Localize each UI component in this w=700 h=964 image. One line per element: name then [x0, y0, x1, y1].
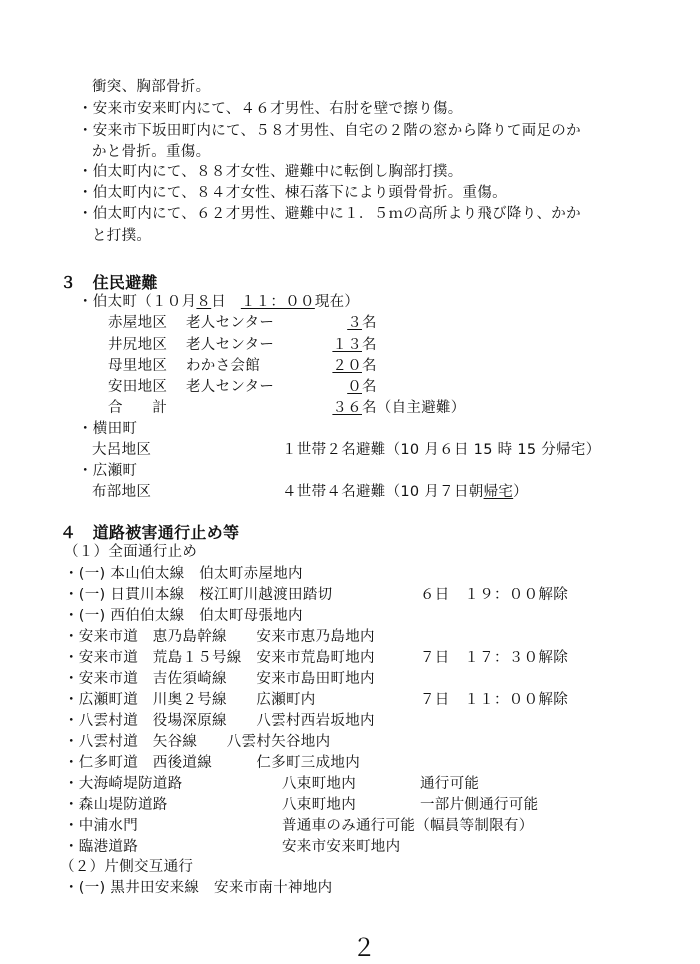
section-heading-evacuation: ３ 住民避難	[60, 273, 158, 292]
evac-count	[316, 314, 377, 332]
road-line: ・(一) 日貫川本線 桜江町川越渡田踏切	[64, 587, 333, 603]
road-line: ・中浦水門	[64, 818, 138, 834]
road-line: ・安来市道 吉佐須崎線 安来市島田町地内	[64, 671, 375, 687]
evac-area: 赤屋地区	[108, 315, 168, 331]
yokota-area: 大呂地区	[92, 442, 152, 458]
road-line: ・広瀬町道 川奥２号線 広瀬町内	[64, 692, 316, 708]
evac-count-value: １３	[332, 337, 362, 353]
injury-line: と打撲。	[92, 228, 152, 244]
road-line: ・八雲村道 矢谷線 八雲村矢谷地内	[64, 734, 331, 750]
evac-count	[316, 336, 377, 354]
road-line: ・(一) 西伯伯太線 伯太町母張地内	[64, 608, 303, 624]
evac-area: 母里地区	[108, 358, 168, 374]
evac-count	[316, 357, 377, 375]
hirose-detail-post: ）	[513, 484, 528, 500]
evac-count-unit: 名	[362, 379, 377, 395]
evac-total-unit: 名（自主避難）	[362, 400, 466, 416]
road-note: ７日 １１：００解除	[420, 692, 568, 708]
section-heading-roads: ４ 道路被害通行止め等	[60, 523, 240, 542]
road-line: ・(一) 黒井田安来線 安来市南十神地内	[64, 880, 333, 896]
road-line: ・仁多町道 西後道線 仁多町三成地内	[64, 755, 360, 771]
hirose-detail	[282, 483, 528, 501]
road-note: ６日 １９：００解除	[420, 587, 568, 603]
injury-line: ・伯太町内にて、８８才女性、避難中に転倒し胸部打撲。	[78, 164, 463, 180]
evac-count-value: ０	[347, 379, 362, 395]
evac-count-unit: 名	[362, 315, 377, 331]
road-location: 八束町地内	[282, 797, 356, 813]
evac-count-unit: 名	[362, 337, 377, 353]
hirose-detail-pre: ４世帯４名避難（10 月７日朝	[282, 484, 484, 500]
road-location: 安来市安来町地内	[282, 839, 401, 855]
road-line: ・(一) 本山伯太線 伯太町赤屋地内	[64, 566, 303, 582]
injury-line: ・安来市安来町内にて、４６才男性、右肘を壁で擦り傷。	[78, 101, 463, 117]
road-line: ・森山堤防道路	[64, 797, 168, 813]
evac-count	[316, 378, 377, 396]
road-location: 八束町地内	[282, 776, 356, 792]
yokota-detail: １世帯２名避難（10 月６日 15 時 15 分帰宅）	[282, 442, 601, 458]
subheading-full-closure: （１）全面通行止め	[64, 544, 198, 560]
evac-site: わかさ会館	[186, 358, 260, 374]
page-number: ２	[352, 934, 376, 962]
hirose-detail-underlined: 帰宅	[483, 484, 514, 500]
injury-line: かと骨折。重傷。	[92, 144, 211, 160]
yokota-town: ・横田町	[78, 421, 138, 437]
evac-total-value: ３６	[332, 400, 362, 416]
subheading-alternating: （２）片側交互通行	[60, 859, 194, 875]
evac-area: 井尻地区	[108, 337, 168, 353]
road-line: ・臨港道路	[64, 839, 138, 855]
road-note: ７日 １７：３０解除	[420, 650, 568, 666]
hirose-town: ・広瀬町	[78, 463, 138, 479]
evac-count-value: ３	[347, 315, 362, 331]
road-line: ・大海崎堤防道路	[64, 776, 183, 792]
hirose-area: 布部地区	[92, 484, 152, 500]
hakuta-header	[78, 293, 359, 311]
evac-area: 安田地区	[108, 379, 168, 395]
evac-total	[316, 399, 466, 417]
road-line: ・安来市道 恵乃島幹線 安来市恵乃島地内	[64, 629, 375, 645]
road-note: 通行可能	[420, 776, 480, 792]
road-note: 一部片側通行可能	[420, 797, 539, 813]
road-location: 普通車のみ通行可能（幅員等制限有）	[282, 818, 534, 834]
injury-line: ・伯太町内にて、８４才女性、棟石落下により頭骨骨折。重傷。	[78, 185, 507, 201]
hakuta-date-suffix: 現在）	[314, 294, 360, 310]
evac-site: 老人センター	[186, 379, 275, 395]
hakuta-time: １１：００	[240, 294, 315, 310]
injury-line: ・伯太町内にて、６２才男性、避難中に１．５ｍの高所より飛び降り、かか	[78, 206, 581, 222]
road-line: ・安来市道 荒島１５号線 安来市荒島町地内	[64, 650, 375, 666]
evac-count-value: ２０	[332, 358, 362, 374]
evac-count-unit: 名	[362, 358, 377, 374]
hakuta-day: ８	[196, 294, 212, 310]
injury-line: 衝突、胸部骨折。	[92, 79, 211, 95]
hakuta-date-prefix: ・伯太町（１０月	[78, 294, 197, 310]
hakuta-date-mid: 日	[211, 294, 241, 310]
injury-line: ・安来市下坂田町内にて、５８才男性、自宅の２階の窓から降りて両足のか	[78, 123, 581, 139]
evac-total-label: 合 計	[108, 400, 168, 416]
evac-site: 老人センター	[186, 315, 275, 331]
road-line: ・八雲村道 役場深原線 八雲村西岩坂地内	[64, 713, 375, 729]
evac-site: 老人センター	[186, 337, 275, 353]
